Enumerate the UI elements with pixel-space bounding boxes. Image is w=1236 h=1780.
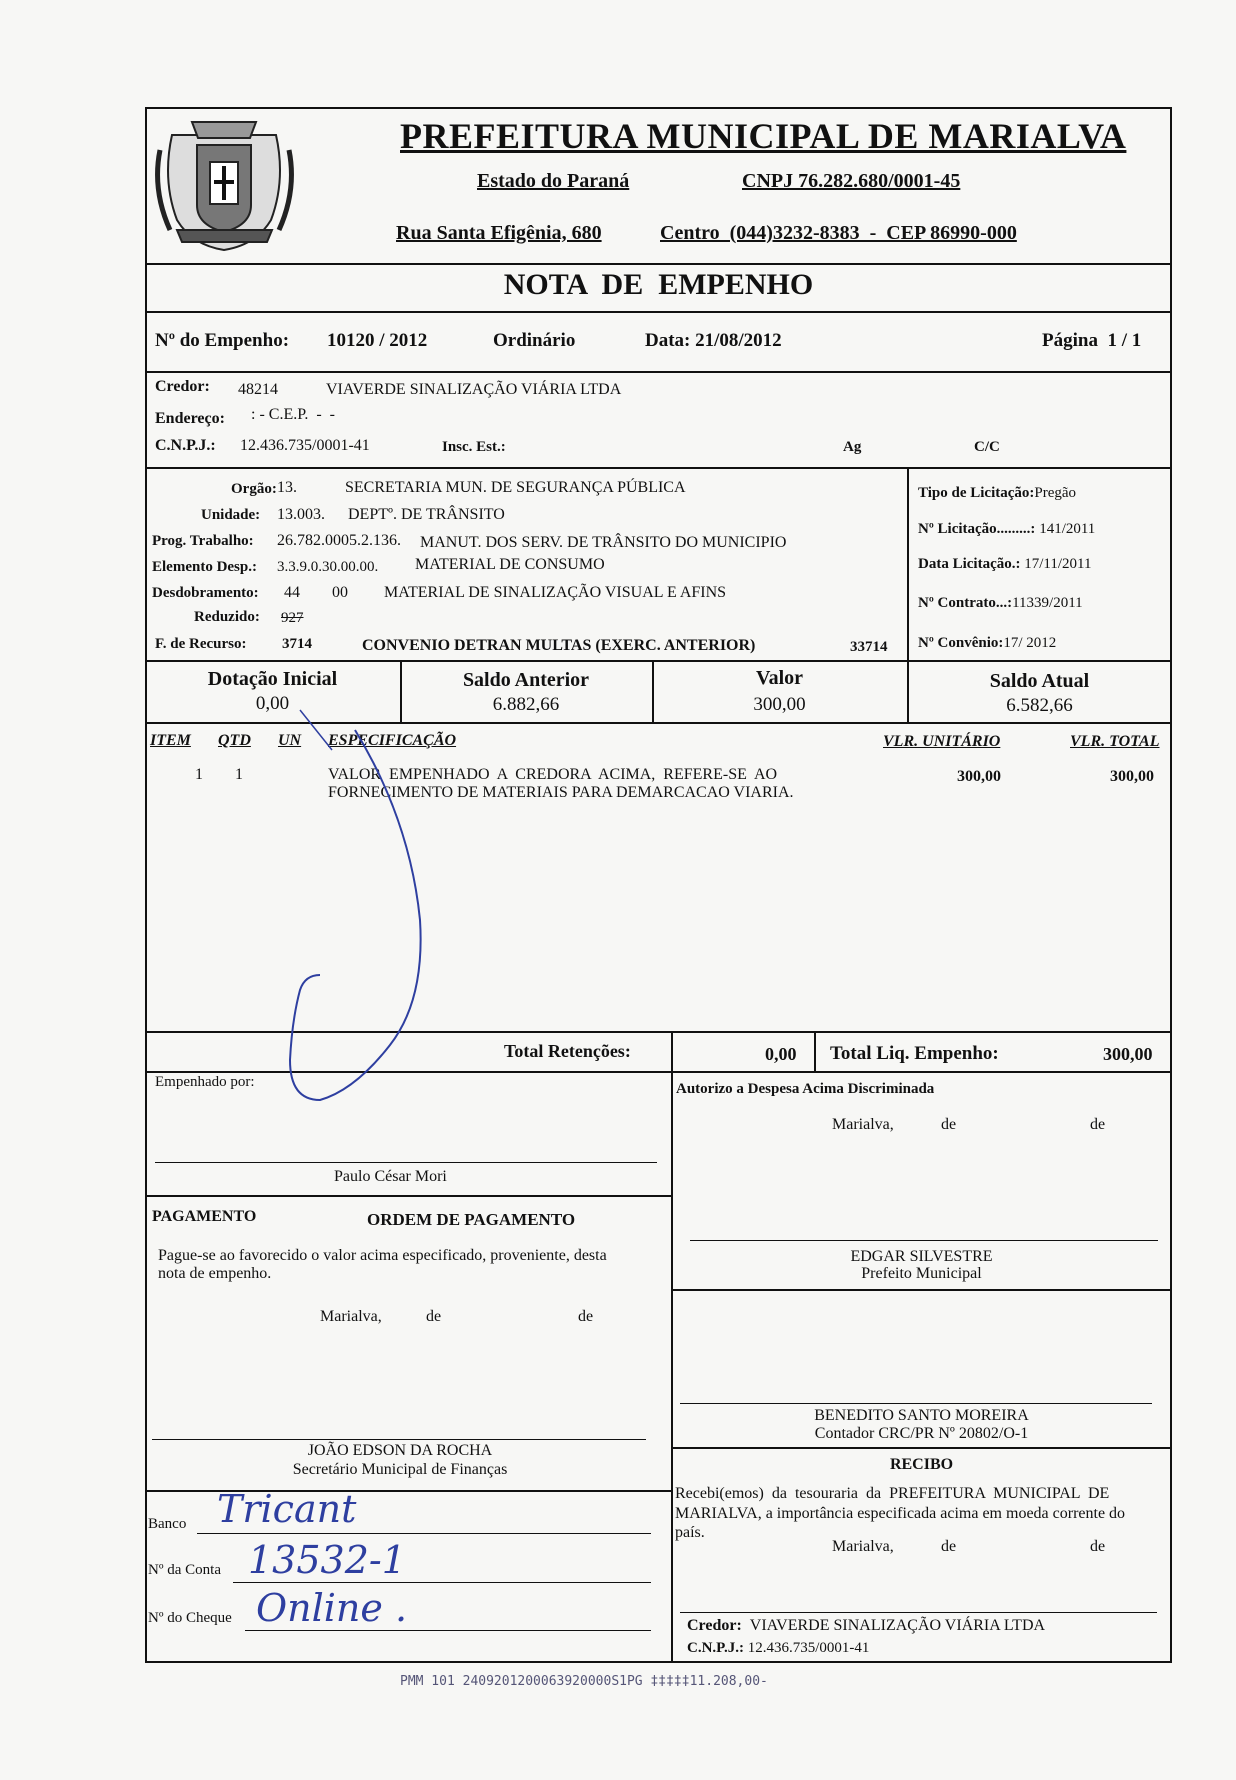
- insc-label: Insc. Est.:: [442, 439, 506, 455]
- divider: [671, 1289, 1172, 1291]
- elem-name: MATERIAL DE CONSUMO: [415, 556, 605, 573]
- pagamento-label: PAGAMENTO: [152, 1208, 257, 1225]
- recibo-title: RECIBO: [889, 1456, 954, 1473]
- convenio-number: Nº Convênio:17/ 2012: [918, 635, 1057, 651]
- credor-label: Credor:: [155, 378, 210, 395]
- recurso-num: 33714: [850, 639, 888, 655]
- item-unit-value: 300,00: [957, 768, 1001, 785]
- autorizo-label: Autorizo a Despesa Acima Discriminada: [676, 1081, 935, 1097]
- item-qtd: 1: [235, 766, 243, 783]
- address-value: : - C.E.P. - -: [251, 406, 335, 423]
- signature-line: [155, 1162, 657, 1163]
- desd-sub: 00: [332, 584, 348, 601]
- valor-label: Valor: [755, 667, 804, 689]
- recibo-cnpj: C.N.P.J.: 12.436.735/0001-41: [687, 1640, 870, 1656]
- input-line: [197, 1533, 651, 1534]
- pagamento-de: de: [426, 1308, 442, 1325]
- prog-label: Prog. Trabalho:: [152, 533, 254, 549]
- autorizo-place: Marialva,: [832, 1116, 894, 1133]
- autorizo-de: de: [941, 1116, 957, 1133]
- divider: [145, 263, 1172, 265]
- signature-line: [680, 1403, 1152, 1404]
- ink-signature-stroke: [260, 700, 560, 1120]
- divider: [145, 660, 1172, 662]
- credor-name: VIAVERDE SINALIZAÇÃO VIÁRIA LTDA: [326, 381, 622, 398]
- licitacao-date: Data Licitação.: 17/11/2011: [918, 556, 1092, 572]
- recibo-text: Recebi(emos) da tesouraria da PREFEITURA MUNICIPAL DE: [675, 1485, 1110, 1502]
- empenho-number: 10120 / 2012: [327, 330, 428, 351]
- divider: [671, 1447, 1172, 1449]
- empenho-type: Ordinário: [493, 330, 576, 351]
- reduzido-label: Reduzido:: [194, 609, 260, 625]
- address-label: Endereço:: [155, 410, 225, 427]
- saldo-atual-label: Saldo Atual: [989, 670, 1090, 692]
- footer-stamp: PMM 101 2409201200063920000S1PG ‡‡‡‡‡11.208,00-: [400, 1674, 768, 1689]
- divider: [145, 371, 1172, 373]
- item-number: 1: [195, 766, 203, 783]
- divider: [145, 1195, 671, 1197]
- recibo-de: de: [941, 1538, 957, 1555]
- retencoes-value: 0,00: [765, 1044, 797, 1064]
- item-spec-line: VALOR EMPENHADO A CREDORA ACIMA, REFERE-SE AO: [328, 766, 778, 783]
- liq-empenho-value: 300,00: [1103, 1044, 1153, 1064]
- divider: [145, 311, 1172, 313]
- col-qtd: QTD: [218, 732, 251, 749]
- desd-code: 44: [284, 584, 300, 601]
- dotacao-inicial-value: 0,00: [255, 693, 290, 714]
- empenho-page: Página 1 / 1: [1042, 330, 1142, 351]
- saldo-atual-value: 6.582,66: [1006, 695, 1073, 716]
- divider: [814, 1031, 816, 1071]
- contrato-number: Nº Contrato...:11339/2011: [918, 595, 1083, 611]
- cheque-label: Nº do Cheque: [148, 1610, 232, 1626]
- empenho-date: Data: 21/08/2012: [645, 330, 782, 351]
- desd-label: Desdobramento:: [152, 585, 259, 601]
- recibo-place: Marialva,: [832, 1538, 894, 1555]
- licitacao-type: Tipo de Licitação:Pregão: [918, 485, 1077, 501]
- signature-line: [680, 1612, 1157, 1613]
- secretario-role: Secretário Municipal de Finanças: [292, 1461, 508, 1478]
- header-street: Rua Santa Efigênia, 680: [396, 222, 602, 244]
- recibo-de: de: [1090, 1538, 1106, 1555]
- empenhado-label: Empenhado por:: [155, 1074, 255, 1090]
- header-title: PREFEITURA MUNICIPAL DE MARIALVA: [400, 116, 1127, 156]
- reduzido-value: 927: [281, 610, 304, 626]
- contador-name: BENEDITO SANTO MOREIRA: [814, 1407, 1029, 1424]
- secretario-name: JOÃO EDSON DA ROCHA: [307, 1442, 493, 1459]
- pagamento-text: Pague-se ao favorecido o valor acima especificado, proveniente, desta: [158, 1247, 607, 1264]
- item-spec-line: FORNECIMENTO DE MATERIAIS PARA DEMARCACAO VIARIA.: [328, 784, 794, 801]
- elem-label: Elemento Desp.:: [152, 559, 257, 575]
- banco-label: Banco: [148, 1516, 187, 1532]
- unidade-name: DEPTº. DE TRÂNSITO: [348, 506, 505, 523]
- divider: [671, 1071, 673, 1663]
- header-cnpj: CNPJ 76.282.680/0001-45: [742, 170, 961, 192]
- col-unit: VLR. UNITÁRIO: [883, 733, 1001, 750]
- unidade-code: 13.003.: [277, 506, 325, 523]
- input-line: [233, 1582, 651, 1583]
- header-state: Estado do Paraná: [477, 170, 630, 192]
- empenhado-name: Paulo César Mori: [334, 1168, 447, 1185]
- cnpj-label: C.N.P.J.:: [155, 437, 216, 454]
- valor-value: 300,00: [753, 694, 806, 715]
- unidade-label: Unidade:: [201, 507, 261, 523]
- conta-label: Nº da Conta: [148, 1562, 221, 1578]
- saldo-anterior-label: Saldo Anterior: [462, 669, 590, 691]
- ag-label: Ag: [843, 439, 862, 455]
- cheque-handwriting: Online .: [256, 1586, 408, 1630]
- prefeito-role: Prefeito Municipal: [861, 1265, 982, 1282]
- recibo-text: MARIALVA, a importância especificada acima em moeda corrente do: [675, 1505, 1126, 1522]
- dotacao-inicial-label: Dotação Inicial: [207, 668, 338, 690]
- document-title: NOTA DE EMPENHO: [503, 268, 814, 301]
- divider: [145, 467, 1172, 469]
- col-total: VLR. TOTAL: [1070, 733, 1160, 750]
- orgao-name: SECRETARIA MUN. DE SEGURANÇA PÚBLICA: [345, 479, 686, 496]
- signature-line: [690, 1240, 1158, 1241]
- licitacao-number: Nº Licitação.........: 141/2011: [918, 521, 1096, 537]
- header-contact: Centro (044)3232-8383 - CEP 86990-000: [660, 222, 1017, 244]
- orgao-code: 13.: [277, 479, 297, 496]
- saldo-anterior-value: 6.882,66: [492, 694, 560, 715]
- elem-code: 3.3.9.0.30.00.00.: [277, 559, 379, 575]
- prefeito-name: EDGAR SILVESTRE: [850, 1248, 993, 1265]
- autorizo-de: de: [1090, 1116, 1106, 1133]
- recurso-name: CONVENIO DETRAN MULTAS (EXERC. ANTERIOR): [362, 637, 756, 654]
- crest-icon: [152, 110, 297, 260]
- prog-code: 26.782.0005.2.136.: [277, 532, 401, 549]
- col-spec: ESPECIFICAÇÃO: [328, 732, 457, 749]
- recibo-credor: Credor: VIAVERDE SINALIZAÇÃO VIÁRIA LTDA: [687, 1617, 1046, 1634]
- credor-code: 48214: [238, 381, 278, 398]
- liq-empenho-label: Total Liq. Empenho:: [830, 1043, 999, 1064]
- orgao-label: Orgão:: [231, 481, 277, 497]
- contador-role: Contador CRC/PR Nº 20802/O-1: [814, 1425, 1029, 1442]
- cnpj-value: 12.436.735/0001-41: [240, 437, 370, 454]
- divider: [671, 1031, 673, 1071]
- recurso-label: F. de Recurso:: [155, 636, 247, 652]
- desd-name: MATERIAL DE SINALIZAÇÃO VISUAL E AFINS: [384, 584, 727, 601]
- ordem-pagamento-label: ORDEM DE PAGAMENTO: [367, 1210, 576, 1229]
- conta-handwriting: 13532-1: [248, 1538, 406, 1582]
- banco-handwriting: Tricant: [217, 1487, 357, 1531]
- pagamento-de: de: [578, 1308, 594, 1325]
- item-total-value: 300,00: [1110, 768, 1154, 785]
- cc-label: C/C: [974, 439, 1000, 455]
- pagamento-place: Marialva,: [320, 1308, 382, 1325]
- retencoes-label: Total Retenções:: [504, 1041, 631, 1061]
- col-item: ITEM: [150, 732, 191, 749]
- col-un: UN: [278, 732, 302, 749]
- recurso-code: 3714: [282, 636, 312, 652]
- input-line: [245, 1630, 651, 1631]
- recibo-text: país.: [675, 1524, 705, 1541]
- pagamento-text: nota de empenho.: [158, 1265, 272, 1282]
- prog-name: MANUT. DOS SERV. DE TRÂNSITO DO MUNICIPIO: [420, 534, 787, 551]
- empenho-label: Nº do Empenho:: [155, 330, 290, 351]
- signature-line: [152, 1439, 646, 1440]
